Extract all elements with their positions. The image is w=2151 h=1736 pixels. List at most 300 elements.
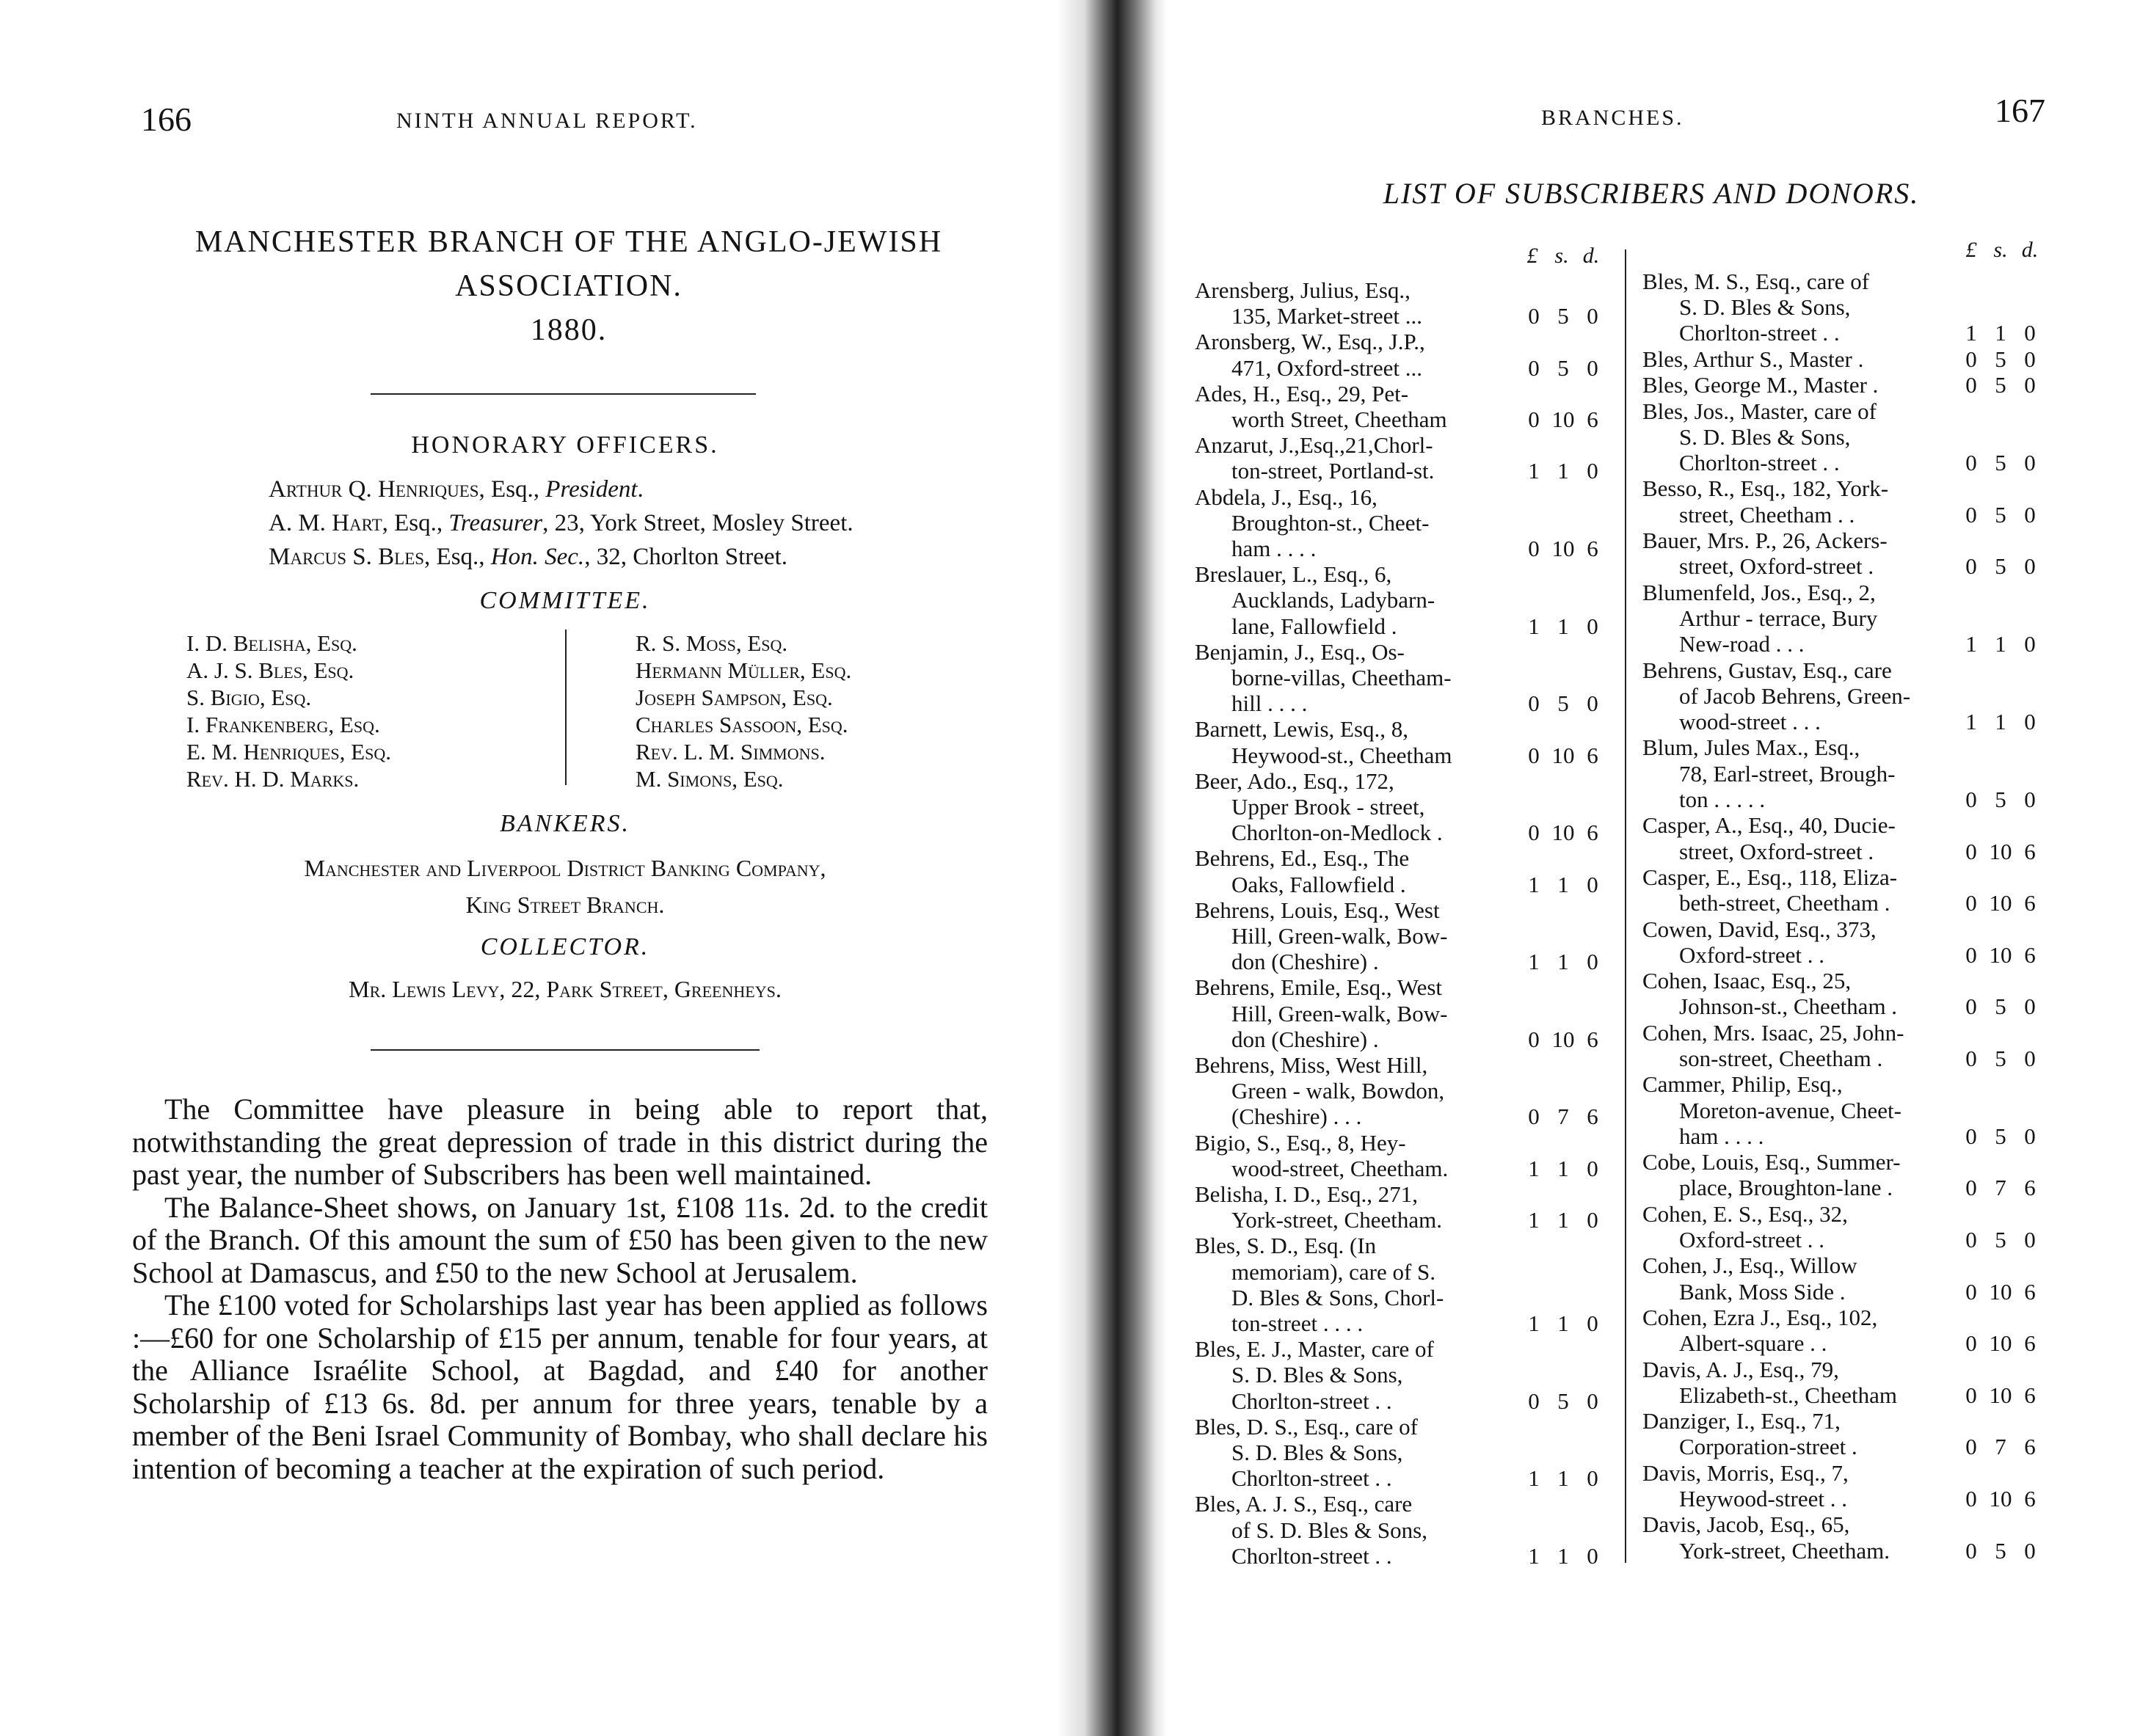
subscriber-line: son-street, Cheetham . — [1679, 1045, 1883, 1071]
subscriber-amount — [1957, 553, 2045, 579]
pounds-value: 0 — [1965, 1486, 1977, 1511]
subscriber-amount — [1957, 1382, 2045, 1408]
subscriber-entry — [1195, 845, 1607, 897]
subscriber-entry — [1642, 1252, 2045, 1304]
subscriber-amount — [1957, 1486, 2045, 1511]
subscriber-line: Arensberg, Julius, Esq., — [1195, 277, 1411, 303]
pounds-value: 0 — [1528, 406, 1540, 432]
pence-value: 6 — [2024, 1486, 2036, 1511]
subscriber-amount — [1957, 631, 2045, 657]
shillings-value: 5 — [1995, 501, 2006, 528]
subscriber-line: wood-street, Cheetham. — [1231, 1155, 1449, 1181]
shillings-value: 10 — [1989, 1278, 2012, 1305]
subscriber-amount — [1519, 303, 1607, 329]
subscriber-line: D. Bles & Sons, Chorl- — [1231, 1284, 1444, 1310]
pence-value: 0 — [2024, 1537, 2036, 1564]
subscriber-amount — [1519, 949, 1607, 974]
pounds-value: 0 — [1965, 372, 1977, 398]
subscriber-line: of Jacob Behrens, Green- — [1679, 682, 1911, 709]
committee-member: A. J. S. Bles, Esq. — [186, 657, 354, 683]
subscriber-entry — [1642, 1357, 2045, 1408]
pence-value: 6 — [2024, 1175, 2036, 1201]
subscriber-line: Bles, A. J. S., Esq., care — [1195, 1491, 1413, 1517]
pence-value: 0 — [1587, 303, 1598, 329]
pence-value: 0 — [1587, 1542, 1598, 1569]
shillings-value: 1 — [1557, 1542, 1569, 1569]
subscriber-line: Cohen, Isaac, Esq., 25, — [1642, 968, 1852, 994]
pence-value: 6 — [1587, 820, 1598, 846]
shillings-value: 5 — [1995, 1537, 2006, 1564]
subscriber-entry — [1642, 864, 2045, 916]
subscriber-line: Cammer, Philip, Esq., — [1642, 1071, 1843, 1098]
pounds-value: 0 — [1965, 993, 1977, 1020]
pounds-value: 1 — [1965, 320, 1977, 346]
divider-rule — [371, 1049, 760, 1051]
subscriber-entry — [1195, 1336, 1607, 1414]
title-year: 1880. — [530, 313, 608, 347]
pence-value: 0 — [1587, 1310, 1598, 1336]
pounds-value: 1 — [1528, 458, 1540, 484]
shillings-value: 10 — [1989, 838, 2012, 864]
pence-value: 6 — [2024, 890, 2036, 916]
subscriber-line: Oaks, Fallowfield . — [1231, 871, 1406, 897]
subscriber-amount — [1957, 1279, 2045, 1305]
subscriber-amount — [1519, 406, 1607, 432]
shillings-value: 1 — [1557, 1155, 1569, 1181]
report-body — [132, 1093, 988, 1485]
subscriber-line: Casper, E., Esq., 118, Eliza- — [1642, 864, 1898, 890]
pounds-value: 0 — [1965, 1382, 1977, 1408]
pounds-value: 0 — [1528, 536, 1540, 561]
subscriber-line: Chorlton-street . . — [1231, 1387, 1392, 1414]
pounds-value: 0 — [1965, 1434, 1977, 1460]
subscriber-amount — [1519, 743, 1607, 768]
subscriber-line: Bles, S. D., Esq. (In — [1195, 1233, 1377, 1259]
subscriber-line: Johnson-st., Cheetham . — [1679, 993, 1898, 1020]
subscriber-amount — [1957, 450, 2045, 475]
pounds-value: 0 — [1965, 941, 1977, 968]
pence-value: 0 — [2024, 1123, 2036, 1149]
title-line-2: ASSOCIATION. — [455, 269, 683, 303]
pounds-value: 0 — [1528, 1104, 1540, 1130]
pounds-value: 0 — [1965, 838, 1977, 864]
subscriber-line: Bles, George M., Master . — [1642, 372, 1879, 398]
pence-value: 0 — [2024, 708, 2036, 734]
subscriber-entry — [1642, 1460, 2045, 1511]
subscriber-line: Bles, M. S., Esq., care of — [1642, 269, 1870, 294]
subscriber-line: York-street, Cheetham. — [1231, 1207, 1442, 1233]
shillings-value: 5 — [1557, 1387, 1569, 1414]
subscriber-line: hill . . . . — [1231, 690, 1308, 717]
shillings-value: 10 — [1989, 941, 2012, 968]
officers-list — [269, 473, 854, 574]
pounds-value: 0 — [1528, 1387, 1540, 1414]
subscriber-amount — [1957, 839, 2045, 864]
committee-member: Joseph Sampson, Esq. — [636, 685, 833, 710]
shillings-value: 5 — [1557, 354, 1569, 381]
honorary-heading: HONORARY OFFICERS. — [411, 431, 719, 459]
subscriber-entry — [1642, 398, 2045, 476]
subscriber-amount — [1957, 890, 2045, 916]
subscriber-entry — [1195, 768, 1607, 846]
bankers-line-1: Manchester and Liverpool District Banking Company, — [304, 855, 826, 881]
subscriber-amount — [1957, 346, 2045, 372]
subscriber-line: Bigio, S., Esq., 8, Hey- — [1195, 1129, 1406, 1156]
shillings-value: 5 — [1995, 993, 2006, 1020]
subscriber-entry — [1195, 432, 1607, 484]
pence-value: 6 — [1587, 1104, 1598, 1130]
subscriber-line: Oxford-street . . — [1679, 941, 1824, 968]
shillings-value: 5 — [1995, 372, 2006, 398]
pounds-value: 1 — [1965, 708, 1977, 734]
pence-value: 0 — [1587, 690, 1598, 717]
subscriber-line: S. D. Bles & Sons, — [1679, 294, 1851, 321]
pounds-value: 0 — [1965, 1123, 1977, 1149]
pounds-value: 1 — [1528, 1207, 1540, 1233]
committee-member: I. D. Belisha, Esq. — [186, 630, 357, 656]
subscriber-line: Belisha, I. D., Esq., 271, — [1195, 1181, 1418, 1207]
committee-member: M. Simons, Esq. — [636, 766, 784, 792]
pence-value: 6 — [2024, 1434, 2036, 1460]
subscriber-line: Cobe, Louis, Esq., Summer- — [1642, 1149, 1901, 1175]
subscriber-line: Hill, Green-walk, Bow- — [1231, 923, 1448, 949]
subscriber-line: Benjamin, J., Esq., Os- — [1195, 638, 1405, 665]
pence-value: 6 — [2024, 838, 2036, 864]
left-running-head: NINTH ANNUAL REPORT. — [396, 109, 698, 133]
subscriber-line: Anzarut, J.,Esq.,21,Chorl- — [1195, 432, 1433, 459]
subscriber-amount — [1519, 1026, 1607, 1052]
committee-divider — [565, 630, 567, 785]
committee-right-column — [636, 630, 851, 792]
pounds-value: 0 — [1965, 786, 1977, 812]
subscriber-entry — [1195, 716, 1607, 767]
pounds-value: 1 — [1528, 1542, 1540, 1569]
subscriber-line: Casper, A., Esq., 40, Ducie- — [1642, 812, 1896, 839]
subscriber-entry — [1195, 484, 1607, 562]
title-line-1: MANCHESTER BRANCH OF THE ANGLO-JEWISH — [194, 225, 943, 259]
pounds-value: 0 — [1528, 303, 1540, 329]
pounds-value: 0 — [1965, 890, 1977, 916]
shillings-value: 5 — [1995, 1045, 2006, 1071]
subscriber-amount — [1957, 1538, 2045, 1564]
subscriber-line: Hill, Green-walk, Bow- — [1231, 1000, 1448, 1026]
pence-value: 0 — [2024, 631, 2036, 657]
committee-left-column — [186, 630, 391, 792]
subscriber-entry — [1195, 897, 1607, 975]
pence-value: 6 — [2024, 1382, 2036, 1408]
committee-member: R. S. Moss, Esq. — [636, 630, 788, 656]
subscriber-amount — [1957, 1227, 2045, 1252]
subscriber-line: street, Oxford-street . — [1679, 838, 1874, 864]
shillings-value: 5 — [1995, 1227, 2006, 1252]
subscriber-line: Behrens, Louis, Esq., West — [1195, 897, 1440, 923]
shillings-value: 5 — [1557, 690, 1569, 717]
shillings-value: 10 — [1551, 406, 1575, 432]
subscriber-line: place, Broughton-lane . — [1679, 1175, 1893, 1201]
subscriber-line: S. D. Bles & Sons, — [1231, 1440, 1403, 1465]
shillings-value: 7 — [1557, 1104, 1569, 1130]
pounds-value: 0 — [1965, 346, 1977, 372]
subscriber-amount — [1957, 320, 2045, 346]
shillings-value: 5 — [1995, 553, 2006, 580]
pence-value: 6 — [2024, 941, 2036, 968]
shillings-value: 10 — [1989, 1330, 2012, 1357]
subscriber-line: don (Cheshire) . — [1231, 949, 1379, 975]
pounds-value: 0 — [1528, 690, 1540, 717]
pence-value: 0 — [2024, 320, 2036, 346]
subscriber-amount — [1957, 993, 2045, 1019]
shillings-value: 10 — [1551, 820, 1575, 846]
subscriber-line: S. D. Bles & Sons, — [1679, 423, 1851, 450]
subscriber-entry — [1195, 381, 1607, 432]
pence-value: 0 — [2024, 501, 2036, 528]
committee-member: S. Bigio, Esq. — [186, 685, 312, 710]
body-paragraph: The Committee have pleasure in being able to report that, notwithstanding the great depression of trade in this district during the past year, the number of Subscribers has been well maintained. — [132, 1093, 988, 1191]
right-page — [1101, 0, 2151, 1736]
bankers-heading: BANKERS. — [500, 810, 630, 837]
subscriber-line: don (Cheshire) . — [1231, 1026, 1379, 1052]
subscriber-amount — [1957, 1330, 2045, 1356]
subscriber-entry — [1642, 1020, 2045, 1071]
subscriber-line: Arthur - terrace, Bury — [1679, 605, 1878, 631]
subscriber-line: Cohen, J., Esq., Willow — [1642, 1252, 1857, 1279]
subscriber-entry — [1642, 1511, 2045, 1563]
shillings-value: 10 — [1551, 1026, 1575, 1052]
subscriber-line: street, Oxford-street . — [1679, 553, 1874, 580]
pounds-value: 0 — [1965, 1045, 1977, 1071]
pence-value: 0 — [2024, 449, 2036, 475]
subscriber-entry — [1642, 1408, 2045, 1459]
divider-rule — [371, 393, 756, 395]
subscriber-entry — [1642, 528, 2045, 579]
pence-value: 0 — [1587, 458, 1598, 484]
shillings-value: 10 — [1551, 536, 1575, 561]
subscriber-amount — [1519, 458, 1607, 484]
subscriber-entry — [1642, 812, 2045, 864]
subscriber-amount — [1519, 872, 1607, 897]
subscriber-line: Heywood-st., Cheetham — [1231, 742, 1452, 768]
officer-line: A. M. Hart, Esq., Treasurer, 23, York Street, Mosley Street. — [269, 510, 854, 536]
pounds-value: 0 — [1965, 1227, 1977, 1252]
subscriber-entry — [1195, 277, 1607, 329]
pounds-value: 0 — [1528, 1026, 1540, 1052]
subscriber-line: Aucklands, Ladybarn- — [1231, 587, 1435, 613]
pence-value: 6 — [1587, 742, 1598, 768]
pounds-value: 0 — [1965, 1537, 1977, 1564]
subscriber-line: Bles, D. S., Esq., care of — [1195, 1413, 1418, 1440]
column-divider — [1625, 249, 1626, 1563]
shillings-value: 1 — [1557, 949, 1569, 975]
subscriber-entry — [1642, 372, 2045, 398]
subscriber-line: Cohen, E. S., Esq., 32, — [1642, 1200, 1848, 1227]
subscriber-amount — [1519, 690, 1607, 716]
shillings-value: 5 — [1995, 1123, 2006, 1149]
subscriber-amount — [1957, 787, 2045, 812]
subscriber-entry — [1195, 1052, 1607, 1130]
subscriber-line: ham . . . . — [1679, 1123, 1764, 1149]
pence-value: 6 — [2024, 1330, 2036, 1357]
subscriber-line: Barnett, Lewis, Esq., 8, — [1195, 716, 1409, 743]
subscriber-line: borne-villas, Cheetham- — [1231, 665, 1452, 690]
collector-heading: COLLECTOR. — [480, 933, 650, 960]
subscriber-line: Chorlton-street . . — [1231, 1542, 1392, 1569]
shillings-value: 1 — [1995, 708, 2006, 734]
subscriber-entry — [1195, 974, 1607, 1052]
pounds-value: 0 — [1965, 449, 1977, 475]
shillings-value: 5 — [1995, 449, 2006, 475]
subscriber-entry — [1195, 1491, 1607, 1569]
subscriber-amount — [1957, 1046, 2045, 1071]
pounds-value: 0 — [1528, 742, 1540, 768]
pounds-value: 1 — [1528, 613, 1540, 639]
subscriber-amount — [1957, 1434, 2045, 1459]
shillings-value: 5 — [1995, 346, 2006, 372]
committee-heading: COMMITTEE. — [479, 587, 651, 614]
subscriber-line: Blum, Jules Max., Esq., — [1642, 734, 1860, 761]
subscriber-line: lane, Fallowfield . — [1231, 613, 1397, 639]
left-page-number: 166 — [141, 101, 192, 138]
subscriber-entry — [1642, 1071, 2045, 1149]
pounds-value: 0 — [1528, 820, 1540, 846]
subscriber-entry — [1195, 329, 1607, 380]
subscriber-entry — [1195, 1181, 1607, 1233]
pounds-value: 1 — [1528, 1465, 1540, 1492]
subscriber-line: Bank, Moss Side . — [1679, 1278, 1846, 1305]
subscriber-line: Broughton-st., Cheet- — [1231, 509, 1430, 536]
subscriber-entry — [1195, 561, 1607, 639]
subscriber-amount — [1957, 1123, 2045, 1149]
subscriber-line: 135, Market-street ... — [1231, 303, 1422, 329]
shillings-value: 10 — [1989, 1382, 2012, 1408]
committee-member: I. Frankenberg, Esq. — [186, 712, 380, 737]
subscriber-amount — [1957, 372, 2045, 398]
subscriber-line: New-road . . . — [1679, 631, 1805, 657]
subscriber-entry — [1642, 1201, 2045, 1252]
subscriber-entry — [1642, 1149, 2045, 1200]
right-page-number: 167 — [1995, 92, 2045, 129]
subscriber-entry — [1642, 1305, 2045, 1356]
pounds-value: 0 — [1965, 1175, 1977, 1201]
subscriber-line: memoriam), care of S. — [1231, 1258, 1436, 1285]
pence-value: 6 — [1587, 536, 1598, 561]
subscriber-entry — [1642, 734, 2045, 812]
subscriber-line: Chorlton-street . . — [1679, 449, 1840, 475]
subscriber-amount — [1519, 1310, 1607, 1336]
subscriber-line: Bauer, Mrs. P., 26, Ackers- — [1642, 528, 1888, 553]
subscriber-line: Behrens, Ed., Esq., The — [1195, 845, 1410, 872]
shillings-value: 10 — [1989, 1486, 2012, 1511]
shillings-value: 10 — [1989, 890, 2012, 916]
subscriber-amount — [1519, 355, 1607, 381]
subscriber-entry — [1642, 916, 2045, 968]
officer-line: Marcus S. Bles, Esq., Hon. Sec., 32, Chorlton Street. — [269, 544, 787, 570]
pence-value: 0 — [1587, 354, 1598, 381]
subscriber-entry — [1195, 1130, 1607, 1181]
pence-value: 0 — [1587, 1387, 1598, 1414]
subscriber-line: Bles, Jos., Master, care of — [1642, 398, 1877, 424]
subscriber-line: Danziger, I., Esq., 71, — [1642, 1408, 1841, 1434]
subscriber-line: Ades, H., Esq., 29, Pet- — [1195, 380, 1409, 406]
subscriber-line: Bles, E. J., Master, care of — [1195, 1336, 1434, 1363]
report-title — [117, 220, 1020, 352]
pence-value: 0 — [2024, 346, 2036, 372]
pence-value: 6 — [1587, 1026, 1598, 1052]
pounds-value: 0 — [1965, 553, 1977, 580]
subscriber-line: Behrens, Miss, West Hill, — [1195, 1052, 1428, 1078]
shillings-value: 1 — [1557, 871, 1569, 897]
subscriber-line: Corporation-street . — [1679, 1434, 1857, 1460]
subscriber-line: Blumenfeld, Jos., Esq., 2, — [1642, 579, 1876, 605]
pence-value: 0 — [2024, 372, 2036, 398]
pounds-value: 1 — [1528, 1155, 1540, 1181]
subscriber-line: Heywood-street . . — [1679, 1486, 1847, 1511]
pence-value: 0 — [1587, 1207, 1598, 1233]
subscriber-line: Behrens, Gustav, Esq., care — [1642, 657, 1892, 683]
pounds-value: 0 — [1965, 501, 1977, 528]
subscriber-amount — [1519, 536, 1607, 561]
shillings-value: 1 — [1557, 1310, 1569, 1336]
committee-member: Rev. H. D. Marks. — [186, 766, 360, 792]
subscriber-line: wood-street . . . — [1679, 708, 1821, 734]
subscriber-line: S. D. Bles & Sons, — [1231, 1362, 1403, 1388]
list-title: LIST OF SUBSCRIBERS AND DONORS. — [1383, 177, 1920, 210]
committee-member: Charles Sassoon, Esq. — [636, 712, 848, 737]
subscriber-line: Cohen, Mrs. Isaac, 25, John- — [1642, 1019, 1904, 1046]
subscriber-line: Behrens, Emile, Esq., West — [1195, 974, 1443, 1001]
committee-member: Hermann Müller, Esq. — [636, 657, 852, 683]
pounds-value: 1 — [1528, 871, 1540, 897]
subscriber-amount — [1519, 1543, 1607, 1569]
subscriber-line: ton-street . . . . — [1231, 1310, 1364, 1336]
subscriber-line: Besso, R., Esq., 182, York- — [1642, 475, 1889, 502]
pounds-value: 0 — [1965, 1330, 1977, 1357]
subscriber-line: Moreton-avenue, Cheet- — [1679, 1097, 1901, 1123]
subscriber-line: Cowen, David, Esq., 373, — [1642, 916, 1877, 942]
subscriber-amount — [1519, 820, 1607, 845]
subscriber-line: Breslauer, L., Esq., 6, — [1195, 561, 1392, 588]
pence-value: 0 — [1587, 949, 1598, 975]
subscriber-entry — [1195, 639, 1607, 717]
pounds-value: 1 — [1528, 949, 1540, 975]
bankers-block — [147, 850, 983, 923]
pence-value: 0 — [1587, 613, 1598, 639]
col2-amount-header: £ s. d. — [1965, 238, 2039, 262]
pounds-value: 1 — [1965, 631, 1977, 657]
subscriber-line: Upper Brook - street, — [1231, 794, 1425, 820]
subscriber-line: beth-street, Cheetham . — [1679, 890, 1890, 916]
officer-line: Arthur Q. Henriques, Esq., President. — [269, 476, 644, 503]
subscriber-line: Albert-square . . — [1679, 1330, 1827, 1357]
subscriber-line: worth Street, Cheetham — [1231, 406, 1447, 432]
shillings-value: 1 — [1995, 631, 2006, 657]
subscriber-line: Chorlton-on-Medlock . — [1231, 820, 1443, 846]
subscriber-line: 78, Earl-street, Brough- — [1679, 760, 1896, 787]
subscriber-amount — [1519, 1156, 1607, 1181]
pence-value: 0 — [2024, 553, 2036, 580]
subscriber-line: (Cheshire) . . . — [1231, 1104, 1362, 1130]
pence-value: 0 — [2024, 1045, 2036, 1071]
shillings-value: 1 — [1557, 458, 1569, 484]
bankers-line-2: King Street Branch. — [465, 891, 665, 918]
collector-line: Mr. Lewis Levy, 22, Park Street, Greenheys. — [349, 976, 782, 1002]
shillings-value: 10 — [1551, 742, 1575, 768]
subscriber-line: ham . . . . — [1231, 536, 1317, 561]
subscriber-amount — [1519, 1388, 1607, 1414]
pence-value: 6 — [2024, 1278, 2036, 1305]
col1-amount-header: £ s. d. — [1526, 244, 1600, 268]
committee-member: Rev. L. M. Simmons. — [636, 739, 826, 765]
pounds-value: 1 — [1528, 1310, 1540, 1336]
